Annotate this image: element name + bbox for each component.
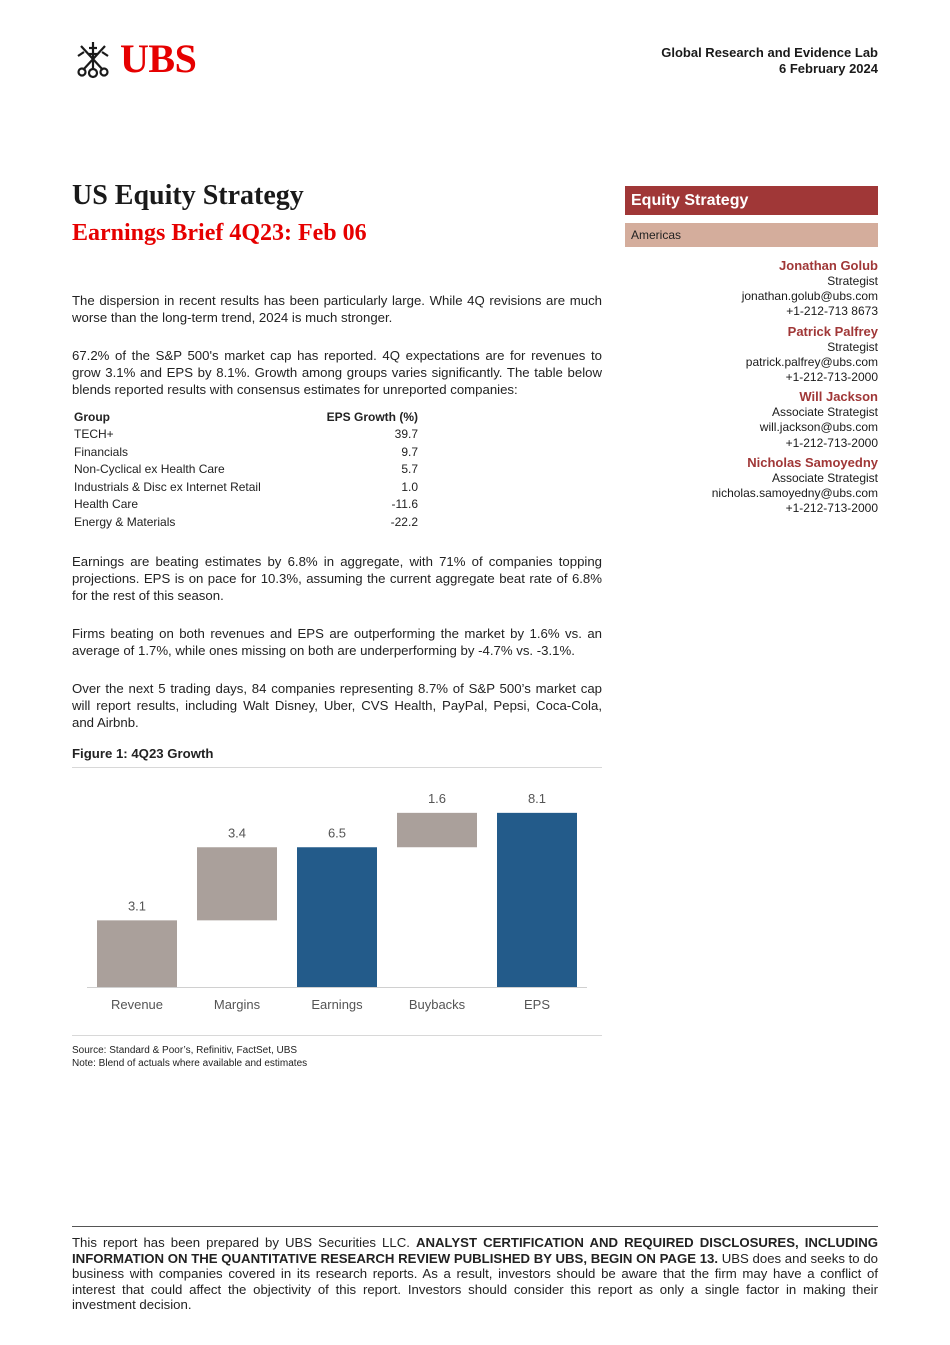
- report-subtitle: Earnings Brief 4Q23: Feb 06: [72, 220, 367, 246]
- group-cell: Industrials & Disc ex Internet Retail: [74, 479, 261, 494]
- table-header-eps: EPS Growth (%): [326, 410, 418, 424]
- bar-buybacks: [397, 813, 477, 847]
- paragraph-1: The dispersion in recent results has been particularly large. While 4Q revisions are much worse than the long-term trend, 2024 is much stronger.: [72, 293, 602, 325]
- analyst-email[interactable]: nicholas.samoyedny@ubs.com: [711, 486, 878, 501]
- eps-cell: 39.7: [394, 427, 418, 442]
- group-cell: Health Care: [74, 497, 139, 512]
- sidebar: [625, 186, 878, 520]
- eps-growth-table: [74, 408, 434, 531]
- analyst-role: Strategist: [827, 274, 878, 288]
- disclaimer-footer: [72, 1226, 878, 1313]
- analyst-name: Will Jackson: [799, 389, 878, 405]
- analyst-card: [625, 324, 878, 386]
- analyst-email[interactable]: patrick.palfrey@ubs.com: [745, 354, 878, 369]
- analyst-name: Patrick Palfrey: [787, 323, 878, 339]
- table-row: [74, 426, 434, 444]
- table-header-group: Group: [74, 410, 110, 424]
- data-label-margins: 3.4: [227, 825, 247, 841]
- disclaimer-bold: ANALYST CERTIFICATION AND REQUIRED DISCLOSURES, INCLUDING INFORMATION ON THE QUANTITATIVE RESEARCH REVIEW PUBLISHED BY UBS, BEGIN ON PAGE 13.: [72, 1235, 878, 1266]
- table-row: [74, 496, 434, 514]
- disclaimer-rest: UBS does and seeks to do business with companies covered in its research reports. As a result, investors should be aware that the firm may have a conflict of interest that could affect the objectivity of this report. Investors should consider this report as only a single factor in making their investment decision.: [72, 1250, 878, 1312]
- tick-label-eps: EPS: [523, 997, 551, 1012]
- group-cell: TECH+: [74, 427, 114, 442]
- analyst-card: [625, 455, 878, 517]
- brand-name: UBS: [120, 36, 197, 81]
- table-row: [74, 444, 434, 462]
- report-title: US Equity Strategy: [72, 180, 304, 211]
- tick-label-revenue: Revenue: [110, 997, 164, 1012]
- group-cell: Non-Cyclical ex Health Care: [74, 462, 225, 477]
- table-row: [74, 514, 434, 532]
- bar-earnings: [297, 847, 377, 987]
- eps-cell: 9.7: [401, 444, 418, 459]
- ubs-logo: [72, 38, 196, 80]
- keys-icon: [72, 38, 114, 80]
- analyst-list: [625, 258, 878, 516]
- disclaimer-lead: This report has been prepared by UBS Securities LLC.: [72, 1235, 410, 1250]
- eps-cell: 5.7: [401, 462, 418, 477]
- analyst-phone: +1-212-713-2000: [785, 501, 878, 516]
- eps-cell: -22.2: [390, 514, 418, 529]
- analyst-email[interactable]: jonathan.golub@ubs.com: [741, 289, 878, 304]
- lab-name: Global Research and Evidence Lab: [661, 45, 878, 60]
- figure-title: Figure 1: 4Q23 Growth: [72, 745, 602, 768]
- analyst-email[interactable]: will.jackson@ubs.com: [759, 420, 878, 435]
- main-content: [72, 292, 602, 1070]
- tick-label-margins: Margins: [213, 997, 261, 1012]
- analyst-phone: +1-212-713 8673: [786, 304, 878, 319]
- analyst-phone: +1-212-713-2000: [785, 370, 878, 385]
- analyst-name: Nicholas Samoyedny: [747, 454, 878, 470]
- data-label-buybacks: 1.6: [427, 790, 447, 806]
- eps-cell: -11.6: [391, 497, 418, 512]
- data-label-eps: 8.1: [527, 790, 547, 806]
- analyst-phone: +1-212-713-2000: [785, 435, 878, 450]
- analyst-role: Associate Strategist: [771, 470, 878, 485]
- paragraph-4: Firms beating on both revenues and EPS are outperforming the market by 1.6% vs. an average of 1.7%, while ones missing on both are underperforming by -4.7% vs. -3.1%.: [72, 626, 602, 658]
- group-cell: Financials: [74, 444, 129, 459]
- figure-source: [72, 1044, 602, 1070]
- analyst-name: Jonathan Golub: [779, 258, 878, 273]
- header-info: [661, 45, 878, 77]
- paragraph-3: Earnings are beating estimates by 6.8% in aggregate, with 71% of companies topping projections. EPS is on pace for 10.3%, assuming the current aggregate beat rate of 6.8% for the rest of this season.: [72, 554, 602, 603]
- bar-margins: [197, 847, 277, 920]
- paragraph-5: Over the next 5 trading days, 84 companies representing 8.7% of S&P 500’s market cap will report results, including Walt Disney, Uber, CVS Health, PayPal, Pepsi, Coca-Cola, and Airbnb.: [72, 681, 602, 730]
- eps-cell: 1.0: [401, 479, 418, 494]
- paragraph-2: 67.2% of the S&P 500's market cap has reported. 4Q expectations are for revenues to grow 3.1% and EPS by 8.1%. Growth among groups varies significantly. The table below blends reported results with consensus estimates for unreported companies:: [72, 348, 602, 397]
- tick-label-earnings: Earnings: [311, 997, 363, 1012]
- data-label-earnings: 6.5: [327, 825, 347, 841]
- region-band: Americas: [625, 223, 878, 247]
- waterfall-chart: [72, 768, 602, 1036]
- source-line: Source: Standard & Poor’s, Refinitiv, FactSet, UBS: [72, 1045, 298, 1056]
- bar-revenue: [97, 920, 177, 987]
- analyst-role: Strategist: [827, 339, 878, 354]
- note-line: Note: Blend of actuals where available and estimates: [72, 1058, 308, 1069]
- tick-label-buybacks: Buybacks: [408, 997, 466, 1012]
- table-header-row: [74, 408, 434, 426]
- table-row: [74, 461, 434, 479]
- data-label-revenue: 3.1: [127, 898, 147, 914]
- group-cell: Energy & Materials: [74, 514, 176, 529]
- report-date: 6 February 2024: [778, 61, 878, 76]
- analyst-role: Associate Strategist: [771, 405, 878, 420]
- analyst-card: [625, 258, 878, 320]
- table-row: [74, 479, 434, 497]
- analyst-card: [625, 389, 878, 451]
- chart-container: [72, 768, 602, 1036]
- section-band: Equity Strategy: [625, 186, 878, 215]
- bar-eps: [497, 813, 577, 987]
